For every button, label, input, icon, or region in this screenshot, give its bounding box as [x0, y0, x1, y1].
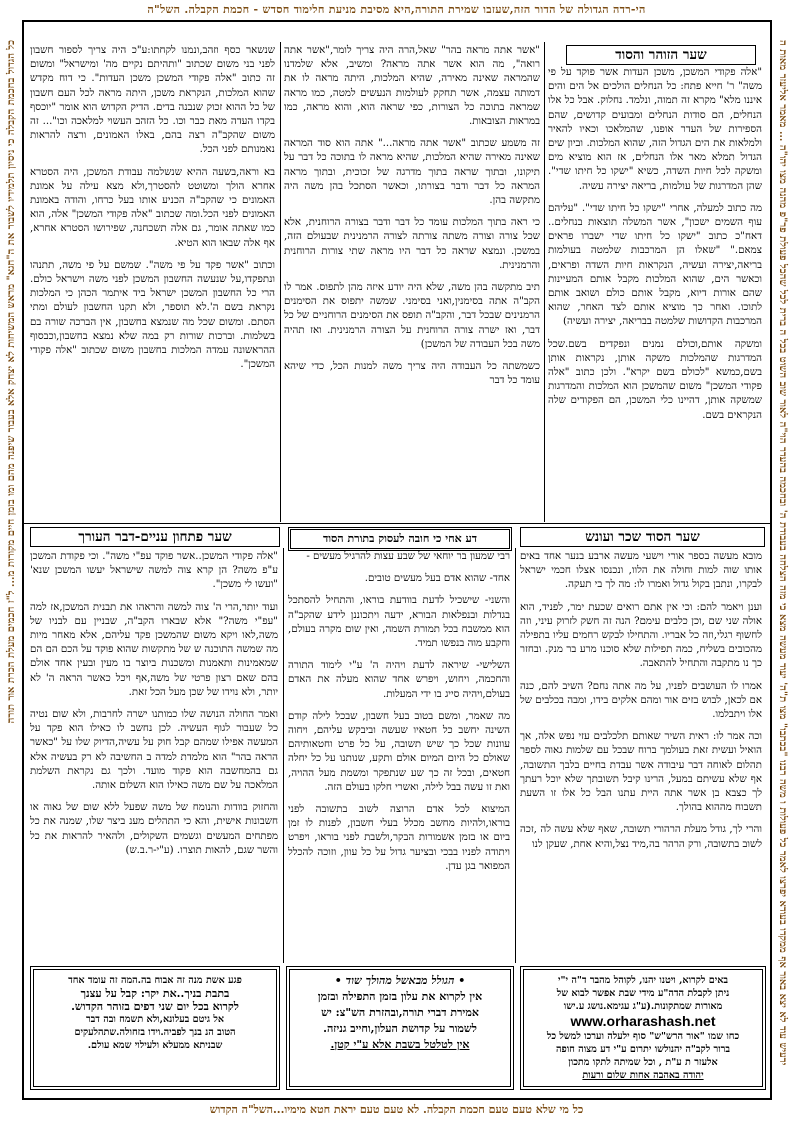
- column-divider: [280, 42, 281, 522]
- pitchon-paragraph-2: ועוד יותר,הרי ה' צוה למשה והראהו את תבנית המשכן,אז למה "עפ"י משה?" אלא שבארו הקב"ה, שבניין עם לבניו של משה,לאו ויקא משום שהמשכן פקד עליהם, אלא מאחר מיות מה שמשה התוכנה ש של מתקשות שהוא פוקד על הכם הם הם שמאמינות ותאמנות ומשכנות ביוצר בו מעין ובעין אחד אולם בהם שאם רצון פרטי של משה,אף ויכל כאשר הראה ה' לא יותר, ולא נוידו של שכן מעל הכל זאת.: [30, 601, 278, 698]
- reward-paragraph-2: וענן ויאמר להם: וכי אין אתם רואים שכעת ימר, לפניד, הוא אולה שני שם ,וכן כלבים עימם? הנה זה חשק לזרוק עיני, וזה לחשוף רגלי,וזה כל אבריו. והתחילו לבקש רחמים עליו בתפילה מהכובים בשליח, כמה תפילות שלא סוכנו מרע בר מנק. ובחזר כך נו מתקבה והתחיל להתאבה.: [520, 601, 762, 670]
- pitchon-paragraph-3: ואמר החולה הנושה שלו כמותנו ישרה לחרבות, ולא שום נטיה כל שעבור לגוף העשיה. לכן נחשב לו כאילו הוא פקד על המעשה אפילו שמהם קבל חוק על עשיה,הדיוק שלו על "כאשר הראה בהר" הוא מלמדת למדה ב החשיבה לא רק בעשיה אלא גם בהמחשבה הוא פקוד מועד. ולכך גם נקראת השלמת המלאכה על שם משה כאילו הוא השלום אותה.: [30, 709, 278, 792]
- column-divider: [283, 548, 284, 963]
- pitchon-section-title: שער פתחון עניים-דבר העורך: [30, 527, 280, 547]
- obligation-paragraph-2: אחד- שהוא אדם בעל מעשים טובים.: [364, 573, 510, 585]
- publisher-line: אלעזר ת ע"ת , וכל שמיתה לתקו מתכון: [568, 1057, 718, 1068]
- website-link[interactable]: www.orharashash.net: [570, 1013, 716, 1029]
- publisher-line: מאורות שמתקונות.(ע"ג עגימא.נושג ע.ישו: [563, 1001, 723, 1012]
- reward-paragraph-3: אמרו לו העושבים לפניו, על מה אתה נחם? השיב להם, כנה אם לכאן, לבוש בזים אור ומהם אלקים בידו, ומבה בכלבים של אלו ויתבלמו.: [520, 680, 762, 721]
- reading-line: בתבת בניך..את יקר: קבל על עצנך: [80, 987, 230, 1000]
- obligation-paragraph-5: מה שאמר, ומשם בטוב בעל חשבון, שבכל לילה קודם השינה יחשב כל חטאיו שעשה וביבקש עליהם, ויחוה עוונות שכל כך שיש תשובה, על כל פרט וחטאותיהם שאולם כל היום המיום אולם ותקע, שנותנו על כל יחלה חטאים, ובכל זה כך שע שנתפקר ומשמת מעל ההויה, ואת זו עשה בבל לילה, ואשרי חלקו בעולם הזה.: [288, 710, 510, 793]
- middle-paragraph-2: זה משמע שכתוב "אשר אתה מראה..." אתה הוא סוד המראה שאינה מאירה שהיא המלכות, שהיא מראה לו בתוכה כל דבר על תיקונו, ובתוך שראה בתוך מדרגה של זכוכית, ובתוך מראה המראה כל דבר ודבר בצורתו, וכאשר הסתכל בהן משה היה מתקשה בהן.: [284, 138, 540, 207]
- zohar-paragraph-3: ומשקה אותם,וכולם נמנים ונפקדים בשם.שכל המדרגות שהמלכות משקה אותן, נקראות אותן בשם,כמשא "לכולם בשם יקרא". ולכן כתוב "אלה פקודי המשכן" משום שהמשכן הוא המלכות והמדרגות שמשקה אותן, דהיינו כלי המשכן, הם הפקודים שלה הנקראים בשם.: [548, 338, 762, 421]
- left-margin-text: כל הגדול בחכמת הקבלה כי ניסיון תלמידיו לשבור את ה"חגא" מראש המשיחות לא יצחק אלא בעבור שיפנה מהם ומו בזמן חיים מקורות מ... ל"ז חכמים מעלת הכרת אור תורה: [6, 40, 17, 724]
- left-top-column: [30, 44, 275, 518]
- notice-line: אין לקרוא את עלון בזמן התפילה ובזמן: [317, 990, 483, 1003]
- sanctity-notice-box: [286, 966, 514, 1090]
- reading-line: פגע אשת מנה זה אבוח בה.המה זה עומד אחד: [68, 975, 242, 986]
- left-paragraph-3: וכתוב "אשר פקד על פי משה". שמשם על פי משה, תתנהו ונתפקדו,על שנעשה החשבון המשכן לפני משה וישראל כולם. הרי כל החשבון המשכן ישראל ביד איתמר הכהן כי המלכות נקראת בשם ה'.לא תוספר, ולא תקנו החשבון לעולם ומתי הסתם. ומשום שכל מה שנמצא בחשבון, אין הברכה שורה בם בשלמות. וברכות שורות רק במה שלא נמצא בחשבון,וכבסוף ההראשונה עמדה המלכות בחשבון משום שכתוב "אלה פקודי המשכן".: [30, 259, 275, 371]
- reading-line: לקרוא בכל יום שני דפים בזוהר הקדוש.: [71, 1000, 239, 1013]
- publisher-info-box: [520, 966, 766, 1090]
- notice-line: לשמור על קדושת העלון,וחייב גניזה.: [323, 1022, 477, 1035]
- middle-paragraph-3: כי ראה בתוך המלכות עומד כל דבר ודבר בצורה הרוחנית, אלא שכל צורה וצורה משתה צורתה לצורה הרמנינית שבעולם הזה, במשכן. ונמצא שראה כל דבר היו מראה שתי צורות הרוחנית והרמנינית.: [284, 217, 540, 271]
- obligation-paragraph-4: השלישי- שיראה לדעת ויהיה ה' ע"י לימוד התורה והחכמה, ויחוש, ויפרש אחד שהוא מעלה את האדם בעולם,ויהיה סייג בו ידי המעלות.: [288, 660, 510, 700]
- left-paragraph-2: בא וראה,בשעה ההיא שנשלמה עבודת המשכן, היה הסטרא אחרא הולך ומשוטט להסטרך,ולא מצא עילה על אמונת האמונים כי שהקב"ה הכניע אותו בעל כרחו, והודה באמונת האמונים לפני הכל.ומה שכתוב "אלה פקודי המשכן" אלה, הוא כמו שאתה אומר, גם אלה תשכחנה, שפירושו הסטרא אחרא, אף אלה שבאו הוא הטיא.: [30, 166, 275, 249]
- reward-paragraph-5: והרי לך, גודל מעלת הרהורי תשובה, שאף שלא עשה לה ,זכה לשוב בתשובה, ורק הרהר בה,מיד נצל,והיא אחת, שעקן לנו: [520, 824, 762, 850]
- publisher-line: באים לקרוא, ויטנו יהנו, לקוהל מהבר ד"ה י"י: [557, 975, 729, 986]
- notice-title: • הגולל מבאשל מהולך שוד •: [334, 974, 466, 987]
- reward-paragraph-1: מובא מעשה בספר אורי וישעי מעשה ארבע בנער אחד באים אותו שוה למות וחולה את הלוו, ונכנסו אצלו חכמי ישראל לבקרו, ונתבן בקול גדול ואמרו לו: מה לך בי תעקה.: [520, 551, 762, 591]
- pitchon-paragraph-1: "אלה פקודי המשכן..אשר פוקד עפ"י משה". וכי פקודת המשכן ע"פ משה? הן קרא צוה למשה שישראל יעשו המשכן שנא' "ועשו לי משכן".: [30, 551, 278, 591]
- reward-section-title: שער הסוד שכר ועונש: [520, 527, 765, 547]
- obligation-paragraph-3: והשני- שישכיל לדעת בוודעת בוראו, והתחיל להסתכל בגדלות ובנפלאות הבורא, ידעה ויתכוננן לידע שהקב"ה הוא ממשבח בכל תמורת השמה, ואין שום מקרה בעולם, וחקבע מוה בנפשו תמיד.: [288, 595, 510, 650]
- column-divider: [515, 548, 516, 963]
- reading-line: שבניתא ממעלא ולעילוי שמא עולם.: [87, 1040, 223, 1051]
- top-banner: הי-רדה הגדולה של הדור הזה,שעזבו שמירת התורה,היא מסיבת מניעת חלימוד חסדש - חכמת הקבלה. השל"ה: [147, 3, 646, 16]
- middle-top-column: [284, 44, 540, 518]
- obligation-paragraph-1: רבי שמעון בר יוחאי של שבע עצות להרגיל מעשים -: [306, 551, 510, 562]
- section-divider: [24, 523, 770, 524]
- column-divider: [544, 42, 545, 522]
- pitchon-paragraph-4: והחזוק בוודות והנומח של משה שפעל ללא שום של גאוה או חשבונות אישית, והא כי התהלים מענ ביצר שלו, שמנה את כל מפתחים המעשים וגשמים השקולים, ולהאיר להראות את כל והשר שגם, להאות תוצרו. (ע"י-ר.ב.ש): [30, 802, 278, 856]
- pitchon-column: [30, 550, 278, 960]
- notice-line: אין לטלטל בשבת אלא ע"י קטן.: [330, 1038, 470, 1051]
- publisher-line: ברור לקב"ה יהנולשו יתרום ע"י דע מצוה חופה: [555, 1044, 731, 1055]
- publisher-line: ניתן לקבלת הדה"ע מידי שבת אפשר לבוא של: [556, 988, 730, 999]
- zohar-paragraph-2: מה כתוב למעלה, אחרי "ישקו כל חיתו שדי". "עליהם עוף השמים ישכון", אשר המשלה תוצאות בנחלים.. דאח"כ כתוב "ישקו כל חיתו שדי ישברו פראים צמאם." "שאלו הן המרכבות שלמטה בעולמות בריאה,יצירה ועשיה, הנקראות חיות השדה ופראים, וכאשר הים, שהוא המלכות מקבל אותם המעיינות שהם אורות דיוא, מקבל אותם כולם ושואב אותם לתוכו. ואחר כך מוציא אותם לצד האחר, שהוא המרכבות הקדושות שלמטה בבריאה, יצירה ועשיה): [548, 202, 762, 328]
- notice-line: אמירת דברי תורה,ובהזרת הש"צ: יש: [321, 1006, 479, 1019]
- obligation-column: [288, 550, 510, 960]
- left-paragraph-1: שנשאר כסף וזהב,ונמנו לקחתו:ע"כ היה צריך לספור חשבון לפני בני משום שכתוב "ותהיתם נקיים מה' ומישראל" ומשום זה כתוב "אלה פקודי המשכן משכן העדות". כי דוח מקדש שהוא המלכות, הנקראת משכן, היתה מראה לכל העם חשבון של כל ההוא זכוק שנבנה בדים. הדיק הקדוש הוא אומר "יוכסף בקדו העדה מאת כבר וכו. כל הזהב העשוי למלאכה וכו"... זה משום שהקב"ה רצה בהם, באלו האמונים, ורצה להראות נאמנותם לפני הכל.: [30, 45, 275, 156]
- middle-paragraph-4: תיב מתקשה בהן משה, שלא היה יודע איזה מהן לתפוס. אמר לו הקב"ה אתה בסימנין,ואני בסימני. שמשה יתפוס את הסימנים הרמנינים שבכל דבר, והקב"ה תופס את הסימנים הרוחניים של כל דבר, ואז ישרה צורה הרוחנית על הצורה הרמנינית. ואז תהיה משה בכל העבודה של המשכן): [284, 282, 540, 350]
- reading-line: אל גיטם בעלונא,ולא תשמח ובה דבר: [85, 1014, 225, 1025]
- obligation-section-title: דע אחי כי חובה לעסוק בתורת הסוד: [288, 527, 512, 551]
- publisher-line: יהודה באהבה אחות שלום ורעות: [582, 1070, 704, 1081]
- reward-paragraph-4: וכה אמר לו: ראית השיר שאותם תלכלבים עזי נפש אלה, אך הואיל ועשית זאת בעולמך ברוח שבכל עם שלמות גאוה לספר תהלום לאוחה דבר עיבודה אשר עבדת בחיים בלבך התשובה, אף שלא עשיתם במעל, הרינו קיבל תשובתך שלא יוכל רעתך לך כצבא בן אשר אתה היית עתנו הבל כל אלו זו השעת תשבוח מההוא בהולך.: [520, 731, 762, 814]
- middle-paragraph-5: כשמשתה כל העבודה היה צריך משה למנות הכל, כדי שיהא עומד כל דבר: [284, 361, 540, 387]
- reading-line: הטוב הנ בנך לפביה.וידו בזחולה.שתהלעקים: [74, 1027, 236, 1038]
- right-margin-text: ירעיש עוד לא יצא באור אף ממקדו בעודא יפרצו לאמר כל פעולות ו משה רבנו "בכתבו" מצו ת"ה' יעוד מעשה מצא כי מזה הצלחה בעבודת ה' ובחכמה בהעדר הוי"ה לאור שוב השוט בכל ה ברית לכל שהכל פעולת פר"פ מהנה מצו יהו"ה ... מאמר אליעזר מאות ה: [777, 40, 788, 1066]
- publisher-line: כחו שמו "אור הרש"ש" סוף ילעלה וערכו למשל כל: [546, 1031, 740, 1042]
- bottom-banner: כל מי שלא טעם טעם חכמת הקבלה. לא טעם טעם יראת חטא מימיו...השל"ה הקדוש: [209, 1103, 584, 1116]
- zohar-column: [548, 66, 762, 518]
- zohar-paragraph-1: "אלה פקודי המשכן, משכן העדות אשר פוקד על פי משה" ר' חייא פתח: כל הנחלים הולכים אל הים והים איננו מלא" מקרא זה תמוה, ונלמד. נחלוק. אבל כל אלו הנחלים, הם סודות הנחלים ומבועים קדושים, שהם הספירות של העדר אופנו, שהמלאכו וכאיו להאיר ולמלאות את הים הגדול הזה, שהוא המלכות. וביון שים הגדול תמלא מאר אלו הנחלים, אז הוא מוציא מים ומשקה לכל חיות השדה, כשיא "ישקו כל חיתו שדי". שהן המדרגות של עולמות, בריאה יצירה עשיה.: [548, 67, 762, 192]
- reward-column: [520, 550, 762, 960]
- zohar-reading-box: [30, 966, 280, 1090]
- obligation-paragraph-6: המיצוא לכל אדם הרוצה לשוב בתשובה לפני בוראו,ולהיות מחשב מכלל בעלי חשבון, לפנות לו זמן ביום או בזמן אשמורות הבקר,ולשבת לפני בוראו, ויפרט ויתודה לפניו בבכי ובציער גדול על כל עוון, וזוכה להכלל המפואר בגן עדן.: [288, 804, 510, 872]
- middle-paragraph-1: "אשר אתה מראה בהר" שאל,הרה היה צריך לומר,"אשר אתה רואה", מה הוא אשר אתה מראה? ומשיב, אלא שלמדנו שהמראה שאינה מאירה, שהיא המלכות, היתה מראה לו את דמותה עצמה, אשר תחקק לעולמות הנעשים למטה, כמו מראה שמראה בתוכה כל הצורות, כפי שראה הוא, והוא מראה, כמו במראות הצובאות.: [284, 45, 540, 128]
- zohar-section-title: שער הזוהר והסוד: [566, 45, 756, 65]
